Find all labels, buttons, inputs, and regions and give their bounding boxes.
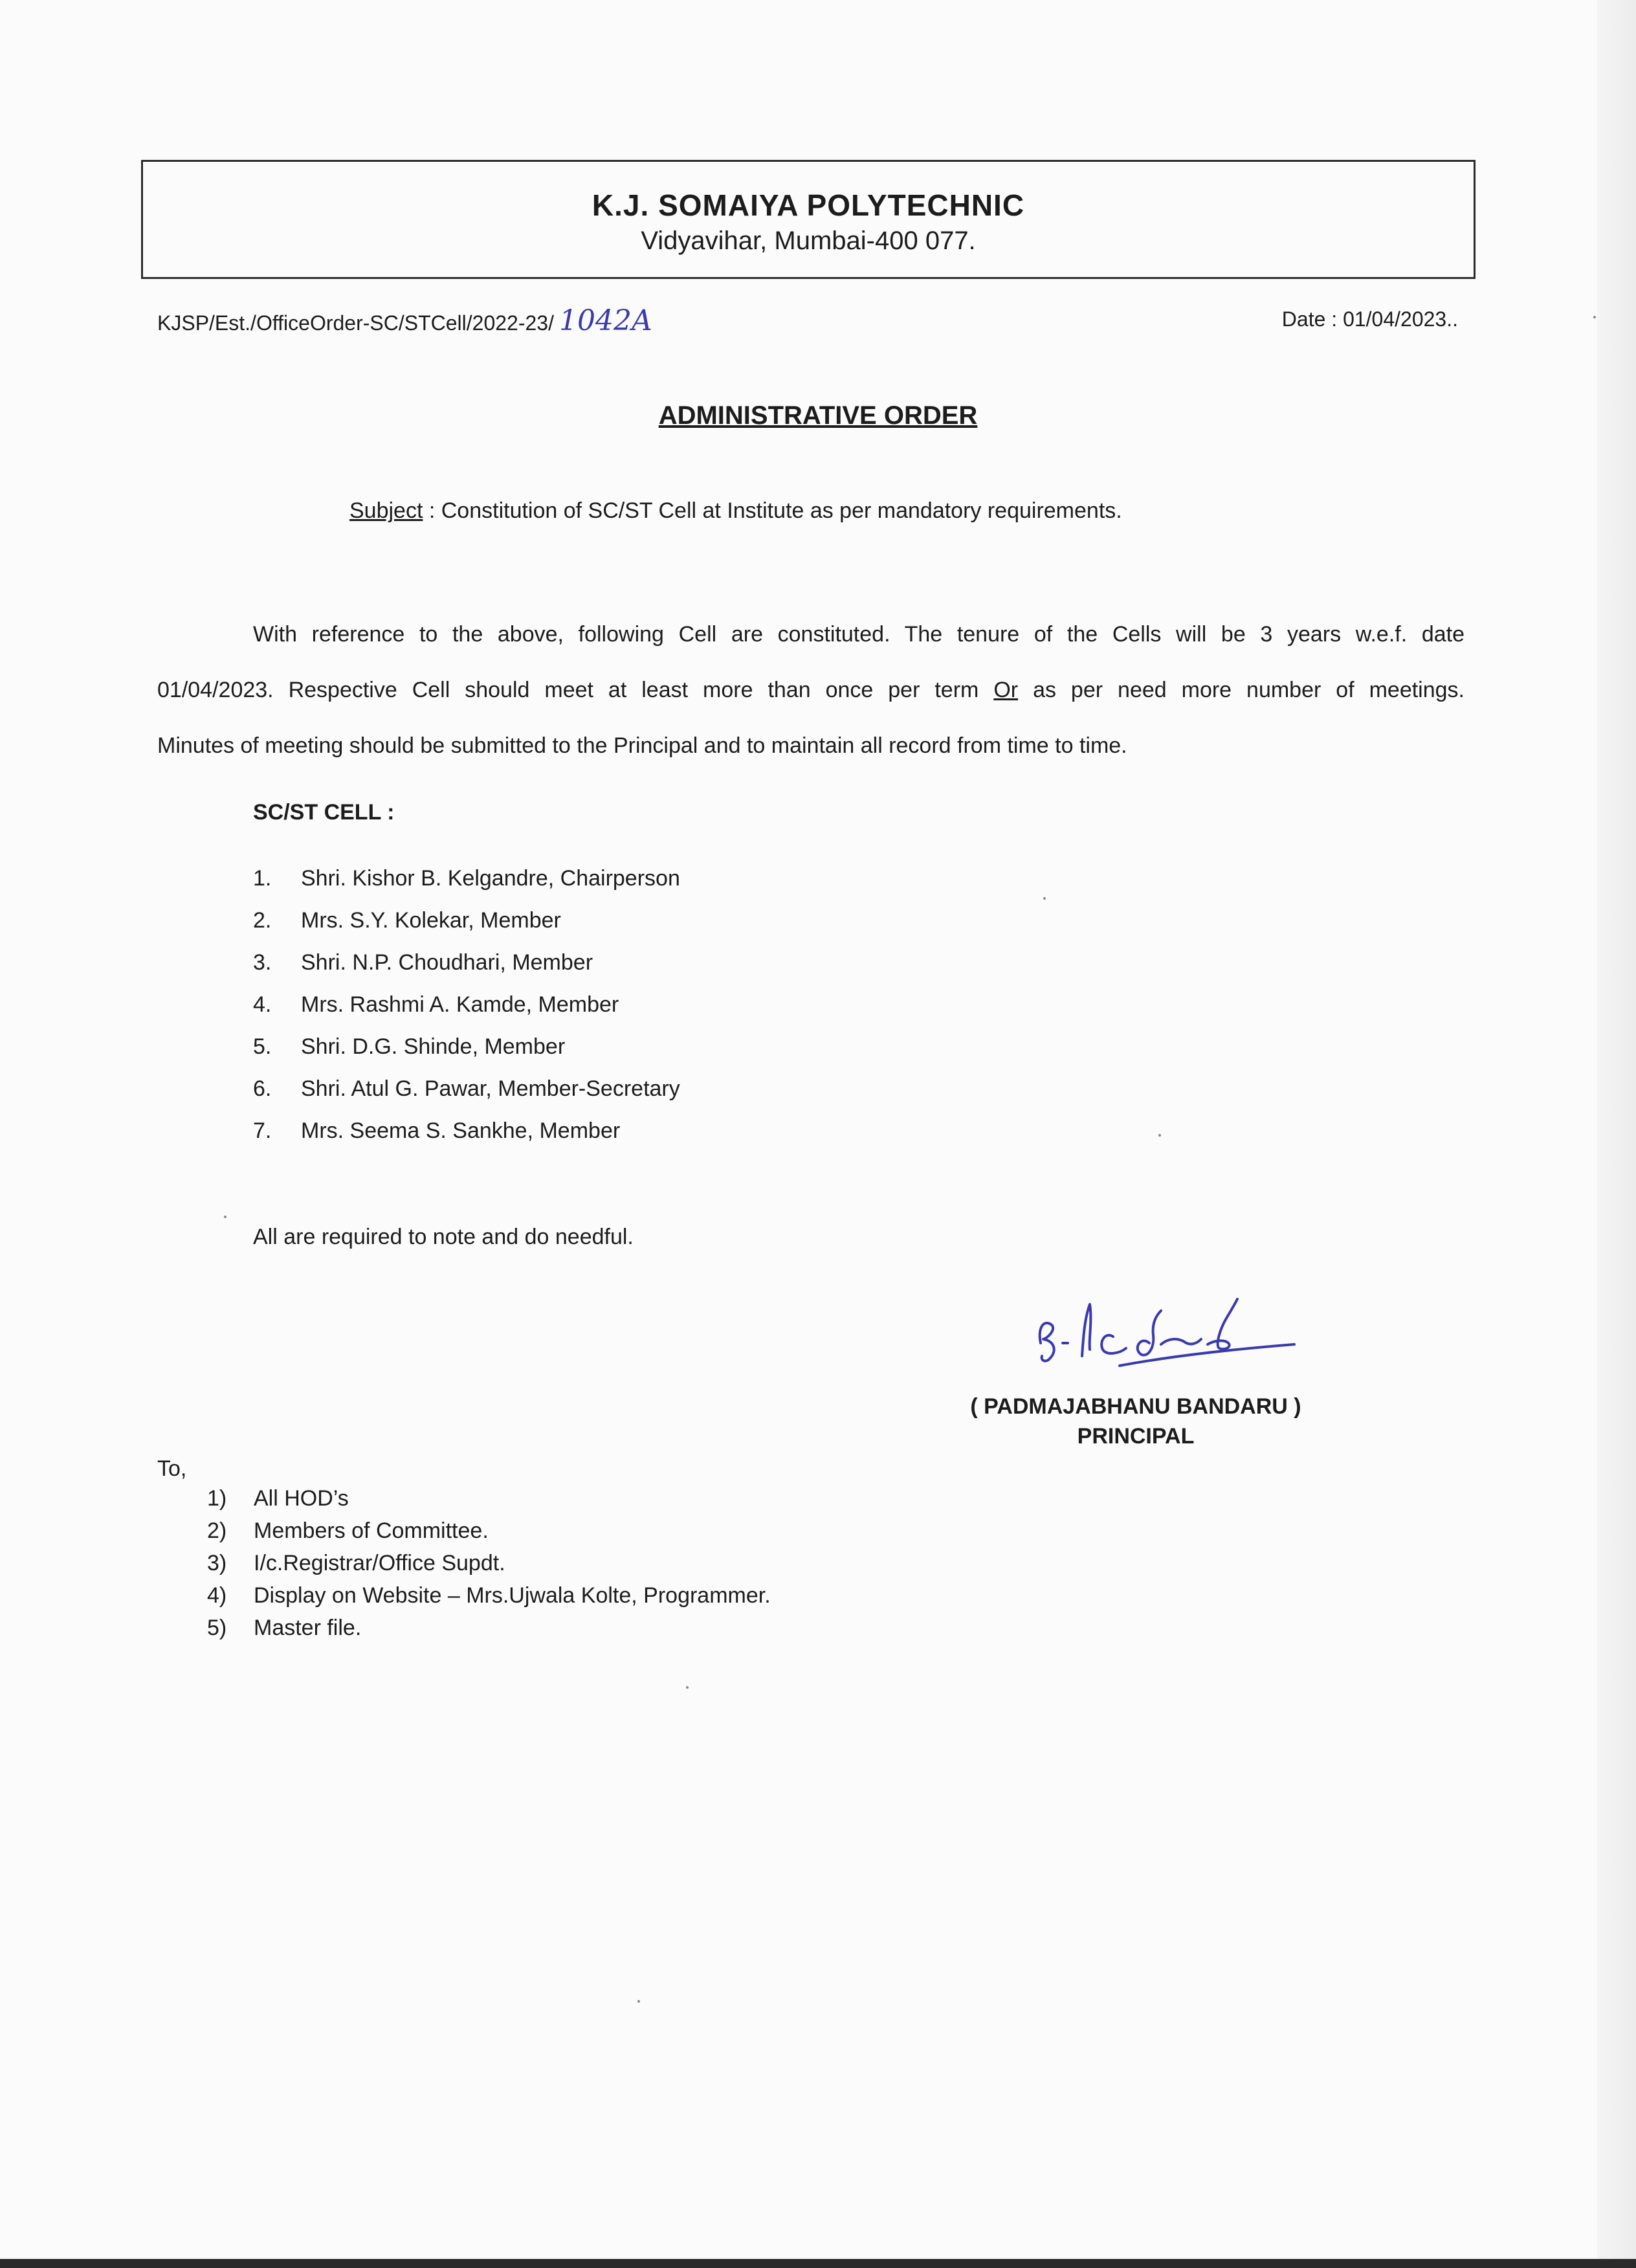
scan-page-edge: [1597, 0, 1636, 2268]
scan-speck: [637, 2000, 640, 2003]
list-item-number: 5.: [253, 1034, 272, 1059]
list-item-text: Shri. Kishor B. Kelgandre, Chairperson: [301, 866, 680, 891]
list-item: [207, 1516, 771, 1548]
list-item-text: I/c.Registrar/Office Supdt.: [254, 1551, 505, 1575]
body-line-3: Minutes of meeting should be submitted to the Principal and to maintain all record from time to time.: [157, 733, 1127, 758]
list-item: [207, 1548, 771, 1581]
list-item-text: Display on Website – Mrs.Ujwala Kolte, Programmer.: [254, 1583, 771, 1608]
list-item: [253, 1031, 680, 1073]
list-item-number: 6.: [253, 1076, 272, 1101]
order-title: ADMINISTRATIVE ORDER: [658, 401, 978, 430]
subject-label: Subject: [349, 498, 423, 523]
closing-note: All are required to note and do needful.: [253, 1225, 634, 1249]
list-item-number: 4.: [253, 992, 272, 1017]
body-underlined-or: Or: [993, 678, 1019, 702]
body-line-2-start: 01/04/2023. Respective Cell should meet at least more than once per term: [157, 678, 994, 702]
list-item: [253, 947, 680, 989]
cell-heading: SC/ST CELL :: [253, 800, 395, 825]
handwritten-reference-number: 1042A: [558, 304, 652, 337]
list-item-number: 7.: [253, 1118, 272, 1143]
list-item: [207, 1613, 771, 1645]
list-item-text: Mrs. Rashmi A. Kamde, Member: [301, 992, 619, 1017]
list-item-number: 2): [207, 1518, 227, 1543]
body-line-1: With reference to the above, following Cell are constituted. The tenure of the Cells will be 3 years w.e.f. date: [253, 622, 1465, 647]
list-item-number: 3): [207, 1551, 227, 1575]
list-item-number: 2.: [253, 908, 272, 933]
signatory-block: [951, 1392, 1320, 1451]
list-item-text: Mrs. S.Y. Kolekar, Member: [301, 908, 561, 933]
subject-line: [349, 498, 1122, 524]
list-item-number: 1): [207, 1486, 227, 1511]
reference-number: [157, 304, 652, 337]
order-date: Date : 01/04/2023..: [1281, 307, 1458, 331]
signatory-designation: PRINCIPAL: [1077, 1424, 1195, 1449]
institution-address: Vidyavihar, Mumbai-400 077.: [641, 227, 976, 255]
body-paragraph: [157, 606, 1465, 773]
list-item-text: Master file.: [254, 1616, 362, 1640]
list-item-number: 4): [207, 1583, 227, 1608]
reference-number-text: KJSP/Est./OfficeOrder-SC/STCell/2022-23/: [157, 311, 554, 335]
institution-name: K.J. SOMAIYA POLYTECHNIC: [591, 188, 1025, 222]
list-item-text: All HOD’s: [254, 1486, 349, 1511]
list-item-text: Members of Committee.: [254, 1518, 489, 1543]
body-line-2-end: as per need more number of meetings.: [1018, 678, 1465, 702]
list-item-text: Mrs. Seema S. Sankhe, Member: [301, 1118, 621, 1143]
subject-text: : Constitution of SC/ST Cell at Institute as per mandatory requirements.: [423, 498, 1122, 523]
scan-speck: [1593, 316, 1596, 318]
list-item-text: Shri. D.G. Shinde, Member: [301, 1034, 566, 1059]
distribution-label: To,: [157, 1456, 187, 1481]
letterhead-box: [141, 160, 1476, 279]
list-item: [253, 1073, 680, 1115]
scan-speck: [224, 1216, 227, 1218]
handwritten-signature: [1022, 1259, 1307, 1388]
list-item: [253, 1115, 680, 1157]
scan-speck: [1158, 1134, 1161, 1137]
distribution-list: [207, 1484, 771, 1645]
list-item: [253, 905, 680, 947]
list-item-text: Shri. Atul G. Pawar, Member-Secretary: [301, 1076, 680, 1101]
member-list: [253, 863, 680, 1157]
list-item-number: 1.: [253, 866, 272, 891]
scan-speck: [686, 1686, 689, 1689]
list-item: [253, 863, 680, 905]
list-item-number: 5): [207, 1616, 227, 1640]
body-line-2: [157, 662, 1465, 718]
scan-speck: [1043, 897, 1046, 900]
list-item-number: 3.: [253, 950, 272, 975]
list-item-text: Shri. N.P. Choudhari, Member: [301, 950, 593, 975]
scan-bottom-edge: [0, 2259, 1636, 2268]
list-item: [207, 1484, 771, 1516]
list-item: [207, 1581, 771, 1613]
signatory-name: ( PADMAJABHANU BANDARU ): [970, 1394, 1301, 1419]
list-item: [253, 989, 680, 1031]
